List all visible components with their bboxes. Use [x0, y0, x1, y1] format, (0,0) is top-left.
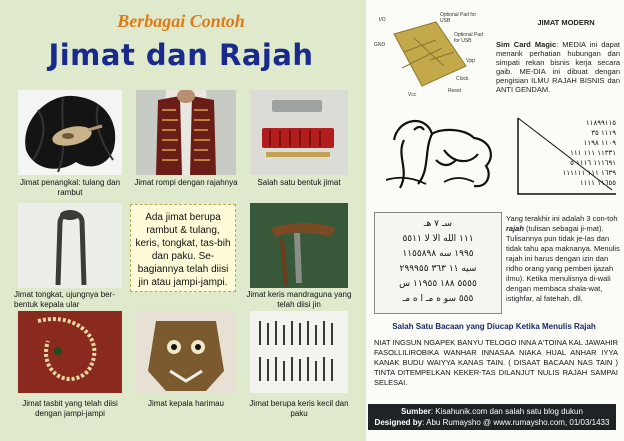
rajah-corner-line: ١١١٦٩١ ١١١٦ ٥: [570, 159, 616, 167]
sim-label-vpp: Vpp: [466, 58, 475, 64]
footer-source-label: Sumber: [401, 407, 431, 416]
bacaan-title: Salah Satu Bacaan yang Diucap Ketika Menulis Rajah: [392, 322, 596, 331]
rajah-line: سـ ٧ هـ: [423, 219, 453, 229]
calligraphy-lion-image: [374, 110, 506, 198]
caption-small-keris-nails-amulet: Jimat berupa keris kecil dan paku: [249, 399, 349, 418]
rajah-text-image: [374, 212, 502, 314]
footer-source-text: : Kisahunik.com dan salah satu blog dukun: [430, 407, 583, 416]
rajah-line: ٥٥٥ سو ه مـ ا ه مـ: [402, 294, 474, 304]
summary-note: Ada jimat berupa rambut & tulang, keris, tongkat, tas-bih dan paku. Se-bagiannya telah diisi jin atau jampi-jampi.: [130, 204, 236, 292]
rajah-lines: [381, 217, 495, 307]
rajah-keyword: rajah: [506, 224, 524, 233]
rajah-line: ٥٥٥٥ ١٨٨ ١١٩٥٥ س: [399, 279, 477, 289]
rajah-line: ١٩٩٥ سه ١١٥٥٨٩٨: [402, 249, 474, 259]
photo-prayer-beads-amulet: [18, 311, 122, 393]
caption-vest-amulet: Jimat rompi dengan rajahnya: [134, 178, 238, 187]
photo-vest-amulet: [136, 90, 236, 175]
rajah-corner-image: [512, 110, 620, 198]
sim-label-reset: Reset: [448, 88, 462, 94]
photo-hair-bone-amulet: [18, 90, 122, 175]
footer-designer-label: Designed by: [374, 418, 423, 427]
footer-designer-text: : Abu Rumaysho @ www.rumaysho.com, 01/03/1433: [422, 418, 610, 427]
right-panel: [366, 0, 624, 441]
rajah-corner-line: ١١٣٣١ ١١١ ١١١: [570, 149, 616, 157]
caption-prayer-beads-amulet: Jimat tasbit yang telah diisi dengan jampi-jampi: [22, 399, 118, 418]
sim-label-opt2: Optional Pad for USB: [454, 32, 483, 44]
caption-object-amulet: Salah satu bentuk jimat: [257, 178, 341, 187]
photo-object-amulet: [250, 90, 348, 175]
sim-label-gnd: GND: [374, 42, 386, 48]
photo-small-keris-nails-amulet: [250, 311, 348, 393]
rajah-corner-line: ١١٨٩٩١١٥: [585, 119, 616, 127]
caption-hair-bone-amulet: Jimat penangkal: tulang dan rambut: [19, 178, 121, 197]
header-title: Jimat dan Rajah: [48, 38, 314, 72]
jimat-modern-body: : MEDIA ini dapat menarik perhatian hubungan dan simpati rekan bisnis kerja secara gaib. ME-DIA ini dibuat dengan pengisian ILMU RAJAH BISNIS dan ANTI GENDAM.: [496, 40, 621, 94]
jimat-modern-title: JIMAT MODERN: [537, 18, 595, 27]
rajah-explanation-pre: Yang terakhir ini adalah 3 con-toh: [506, 214, 618, 223]
rajah-corner-line: ١٦٣٩ ١١١ ١١١١١١: [562, 169, 616, 177]
photo-tiger-head-amulet: [136, 311, 236, 393]
header-subtitle: Berbagai Contoh: [117, 11, 245, 31]
rajah-corner-line: ١١٠٩ ١١٩٨: [583, 139, 616, 147]
jimat-modern-lead: Sim Card Magic: [496, 40, 557, 49]
jimat-modern-text: [496, 40, 620, 94]
footer-credits: [368, 404, 616, 430]
caption-cane-amulet: Jimat tongkat, ujungnya ber-bentuk kepala ular: [14, 290, 115, 309]
footer-designer: [374, 417, 610, 428]
footer-source: [374, 406, 610, 417]
bacaan-text: NIAT INGSUN NGAPEK BANYU TELOGO INNA A'TOINA KAL JAWAHIR FASOLLILIROBIKA WANHAR INNASAA NIAKA HUAL ANHAR IYYA KANAK BUDU WAIYYA KANAS TAIN. ( DISAAT BACAAN NAS TAIN ) TINTA DITEMPELKAN KEKER-TAS DILANJUT NULIS RAJAH SAMPAI SELESAI.: [374, 338, 618, 387]
rajah-corner-lines: [526, 118, 616, 188]
photo-cane-amulet: [18, 203, 122, 288]
rajah-line: ١١١ الله الا لا ٥٥١١: [402, 234, 474, 244]
sim-card-diagram: [374, 8, 486, 100]
sim-label-clock: Clock: [456, 76, 469, 82]
sim-label-opt1: Optional Pad for USB: [440, 12, 477, 24]
sim-label-io: I/O: [379, 17, 386, 23]
rajah-explanation: [506, 214, 620, 304]
caption-tiger-head-amulet: Jimat kepala harimau: [147, 399, 225, 408]
rajah-corner-line: ١١١٩ ٣٥: [591, 129, 616, 137]
rajah-corner-line: ١١٦٥٥ ١١١١: [579, 179, 616, 187]
caption-keris-amulet: Jimat keris mandraguna yang telah diisi jin: [246, 290, 352, 309]
rajah-line: سيه ١١ ٣٦٣ ٢٩٩٩٥٥: [399, 264, 477, 274]
photo-keris-amulet: [250, 203, 348, 288]
sim-label-vcc: Vcc: [408, 92, 417, 98]
rajah-explanation-post: (tulisan sebagai ji-mat). Tulisannya pun tidak je-las dan tidak tahu apa maknanya. Menulis rajah ini harus dengan izin dan ridho orang yang pemberi ijazah ilmu). Ketika menulisnya di-wali dengan membaca shala-wat, istighfar, al fatehah, dll.: [506, 224, 620, 303]
